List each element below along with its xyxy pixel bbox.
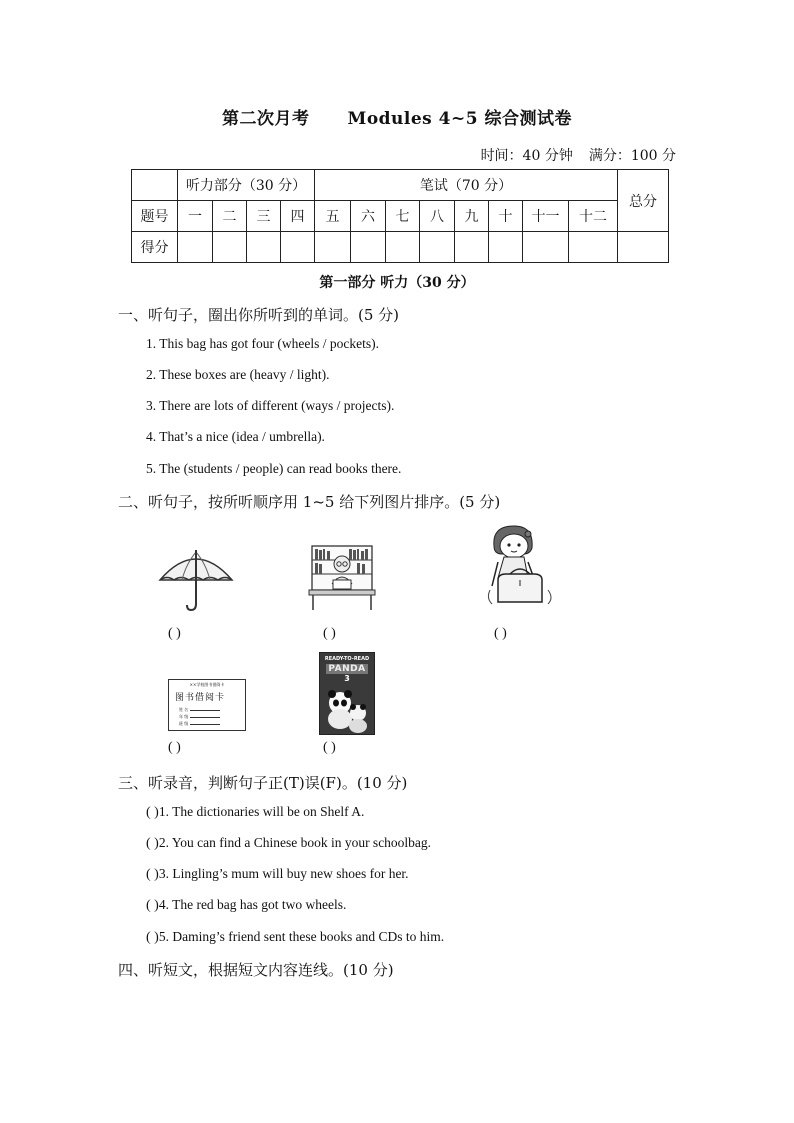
score-cell[interactable] [178,232,213,263]
question-number: 一 [178,201,213,232]
library-card-picture [168,679,246,731]
book-number: 3 [344,674,350,683]
section1-item: 1. This bag has got four (wheels / pockets). [146,336,379,351]
question-number: 十二 [569,201,618,232]
section3-item [146,929,444,946]
answer-blank[interactable]: ( ) [146,805,159,820]
score-cell[interactable] [213,232,247,263]
question-number: 十一 [523,201,569,232]
card-header: ××学校图书借阅卡 [189,682,225,687]
answer-blank[interactable]: ( ) [146,898,159,913]
score-cell[interactable] [420,232,455,263]
statement: 5. Daming’s friend sent these books and CDs to him. [158,929,445,944]
question-number: 十 [489,201,523,232]
answer-blank[interactable]: ( ) [323,740,336,755]
section1-item: 5. The (students / people) can read books there. [146,461,402,476]
question-number: 八 [420,201,455,232]
score-cell[interactable] [351,232,386,263]
card-line: 姓 名 [179,706,245,713]
score-cell[interactable] [386,232,420,263]
section3-heading: 三、听录音，判断句子正(T)误(F)。(10 分) [118,774,408,792]
question-number: 七 [386,201,420,232]
writing-header: 笔试（70 分） [315,170,618,201]
section3-item [146,897,346,914]
table-corner-cell [132,170,178,201]
score-cell[interactable] [281,232,315,263]
book-series: READY-TO-READ [324,656,370,662]
statement: 2. You can find a Chinese book in your schoolbag. [158,835,432,850]
card-line: 班 级 [179,720,245,727]
section3-item [146,866,409,883]
section1-item: 2. These boxes are (heavy / light). [146,367,330,382]
score-cell[interactable] [523,232,569,263]
card-line: 年 级 [179,713,245,720]
statement: 4. The red bag has got two wheels. [158,897,347,912]
panda-icon [320,683,374,733]
book-title: PANDA [326,664,368,674]
score-cell[interactable] [247,232,281,263]
answer-blank[interactable]: ( ) [494,626,507,641]
panda-book-picture [319,652,375,735]
exam-time: 时间：40 分钟 [480,148,573,164]
row-label-score: 得分 [132,232,178,263]
library-picture [307,544,377,614]
score-cell[interactable] [455,232,489,263]
answer-blank[interactable]: ( ) [323,626,336,641]
score-cell[interactable] [315,232,351,263]
question-number: 五 [315,201,351,232]
question-number: 四 [281,201,315,232]
answer-blank[interactable]: ( ) [146,867,159,882]
statement: 1. The dictionaries will be on Shelf A. [158,804,365,819]
section1-item: 3. There are lots of different (ways / projects). [146,398,395,413]
section1-item: 4. That’s a nice (idea / umbrella). [146,429,325,444]
total-score-cell[interactable] [618,232,669,263]
umbrella-picture [156,546,236,614]
score-table [131,169,669,263]
answer-blank[interactable]: ( ) [146,836,159,851]
question-number: 二 [213,201,247,232]
score-cell[interactable] [489,232,523,263]
answer-blank[interactable]: ( ) [168,740,181,755]
exam-title [0,104,794,129]
card-title: 图书借阅卡 [175,693,226,703]
exam-meta [481,145,676,165]
question-number: 九 [455,201,489,232]
exam-full-score: 满分：100 分 [588,148,676,164]
section1-heading: 一、听句子，圈出你所听到的单词。(5 分) [118,306,400,324]
answer-blank[interactable]: ( ) [146,930,159,945]
section3-item [146,804,364,821]
total-header: 总分 [618,170,669,232]
exam-title-cn: 第二次月考 [222,109,310,129]
part-title: 第一部分 听力（30 分） [319,275,475,291]
listening-header: 听力部分（30 分） [178,170,315,201]
answer-blank[interactable]: ( ) [168,626,181,641]
statement: 3. Lingling’s mum will buy new shoes for her. [158,866,409,881]
row-label-question: 题号 [132,201,178,232]
section4-heading: 四、听短文，根据短文内容连线。(10 分) [118,961,394,979]
question-number: 三 [247,201,281,232]
exam-title-en: Modules 4~5 综合测试卷 [347,109,572,129]
section2-heading: 二、听句子，按所听顺序用 1~5 给下列图片排序。(5 分) [118,493,501,511]
section3-item [146,835,431,852]
score-cell[interactable] [569,232,618,263]
question-number: 六 [351,201,386,232]
girl-with-bag-picture [484,524,558,610]
